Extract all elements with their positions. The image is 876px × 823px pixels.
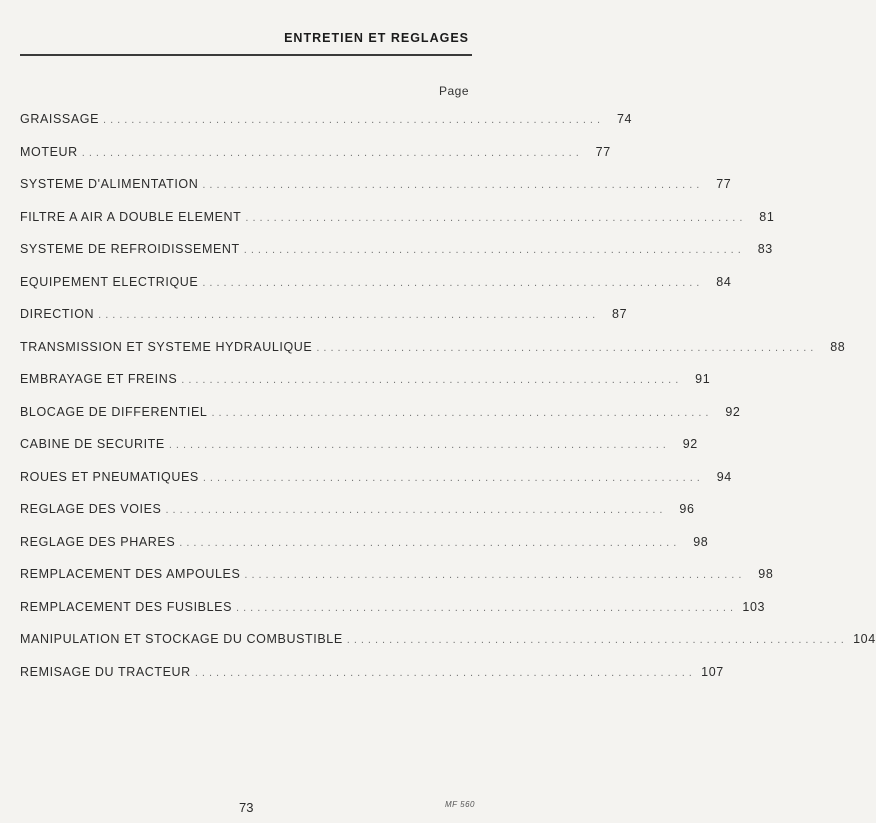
toc-entry xyxy=(20,567,774,600)
toc-entry-title: TRANSMISSION ET SYSTEME HYDRAULIQUE xyxy=(20,339,313,354)
toc-entry xyxy=(20,274,732,308)
toc-leader-dots: ....................................................................... xyxy=(81,146,583,159)
page-column-label: Page xyxy=(438,84,469,98)
toc-entry-page: 91 xyxy=(695,372,711,386)
toc-entry xyxy=(20,502,695,535)
header-rule xyxy=(20,54,472,56)
toc-entry-page: 92 xyxy=(725,404,741,419)
toc-entry-page: 87 xyxy=(612,307,628,321)
toc-entry xyxy=(20,404,741,438)
toc-entry xyxy=(20,209,775,243)
toc-entry-page: 94 xyxy=(716,469,732,484)
toc-leader-dots: ....................................................................... xyxy=(346,634,848,646)
toc-entry xyxy=(20,372,711,405)
toc-entry-page: 77 xyxy=(595,144,611,159)
toc-entry-page: 98 xyxy=(693,534,709,549)
toc-entry-title: BLOCAGE DE DIFFERENTIEL xyxy=(20,404,208,419)
toc-entry-page: 81 xyxy=(759,209,775,224)
toc-leader-dots: ....................................................................... xyxy=(98,309,600,321)
toc-entry xyxy=(20,144,611,178)
toc-entry-page: 88 xyxy=(830,339,846,354)
toc-entry xyxy=(20,437,698,470)
table-of-contents xyxy=(20,112,876,697)
toc-entry-title: REGLAGE DES PHARES xyxy=(20,534,176,549)
toc-leader-dots: ....................................................................... xyxy=(243,244,745,256)
toc-entry-title: MOTEUR xyxy=(20,144,78,159)
toc-entry-page: 74 xyxy=(616,112,633,126)
toc-leader-dots: ....................................................................... xyxy=(245,211,747,224)
toc-entry-title: REMPLACEMENT DES FUSIBLES xyxy=(20,599,233,614)
toc-entry xyxy=(20,632,876,665)
toc-entry-title: REMPLACEMENT DES AMPOULES xyxy=(20,567,241,581)
toc-entry-title: CABINE DE SECURITE xyxy=(20,437,165,451)
toc-entry-title: FILTRE A AIR A DOUBLE ELEMENT xyxy=(20,209,242,224)
toc-entry xyxy=(20,599,766,633)
toc-entry-title: SYSTEME D'ALIMENTATION xyxy=(20,177,199,191)
toc-leader-dots: ....................................................................... xyxy=(211,406,713,419)
toc-leader-dots: ....................................................................... xyxy=(202,471,704,484)
footer-page-number: 73 xyxy=(239,800,254,815)
toc-entry xyxy=(20,534,709,568)
toc-leader-dots: ....................................................................... xyxy=(202,276,704,289)
toc-entry-title: EMBRAYAGE ET FREINS xyxy=(20,372,178,386)
toc-entry-page: 107 xyxy=(701,664,724,679)
toc-entry-page: 83 xyxy=(757,242,773,256)
toc-entry-page: 92 xyxy=(682,437,698,451)
toc-entry-title: ROUES ET PNEUMATIQUES xyxy=(20,469,199,484)
toc-leader-dots: ....................................................................... xyxy=(202,179,704,191)
toc-entry-title: REMISAGE DU TRACTEUR xyxy=(20,664,191,679)
toc-leader-dots: ....................................................................... xyxy=(179,536,681,549)
toc-entry-title: MANIPULATION ET STOCKAGE DU COMBUSTIBLE xyxy=(20,632,343,646)
footer-model: MF 560 xyxy=(445,800,475,809)
toc-entry xyxy=(20,242,773,275)
toc-entry-title: DIRECTION xyxy=(20,307,95,321)
toc-entry-title: SYSTEME DE REFROIDISSEMENT xyxy=(20,242,240,256)
toc-leader-dots: ....................................................................... xyxy=(244,569,746,581)
toc-entry xyxy=(20,177,732,210)
toc-entry xyxy=(20,112,633,145)
toc-entry-page: 98 xyxy=(758,567,774,581)
header-title: ENTRETIEN ET REGLAGES xyxy=(284,31,469,45)
toc-leader-dots: ....................................................................... xyxy=(168,439,670,451)
toc-leader-dots: ....................................................................... xyxy=(103,114,605,126)
toc-leader-dots: ....................................................................... xyxy=(194,666,696,679)
toc-entry-page: 96 xyxy=(679,502,695,516)
toc-entry-page: 104 xyxy=(853,632,876,646)
toc-leader-dots: ....................................................................... xyxy=(181,374,683,386)
toc-entry xyxy=(20,469,732,503)
toc-entry-title: REGLAGE DES VOIES xyxy=(20,502,162,516)
toc-entry xyxy=(20,307,628,340)
toc-entry-page: 103 xyxy=(742,599,766,614)
toc-entry xyxy=(20,339,846,373)
toc-entry-title: EQUIPEMENT ELECTRIQUE xyxy=(20,274,199,289)
toc-entry-page: 77 xyxy=(716,177,732,191)
toc-leader-dots: ....................................................................... xyxy=(236,601,738,614)
toc-entry-title: GRAISSAGE xyxy=(20,112,100,126)
toc-entry-page: 84 xyxy=(716,274,732,289)
toc-leader-dots: ....................................................................... xyxy=(316,341,818,354)
toc-entry xyxy=(20,664,724,698)
toc-leader-dots: ....................................................................... xyxy=(165,504,667,516)
